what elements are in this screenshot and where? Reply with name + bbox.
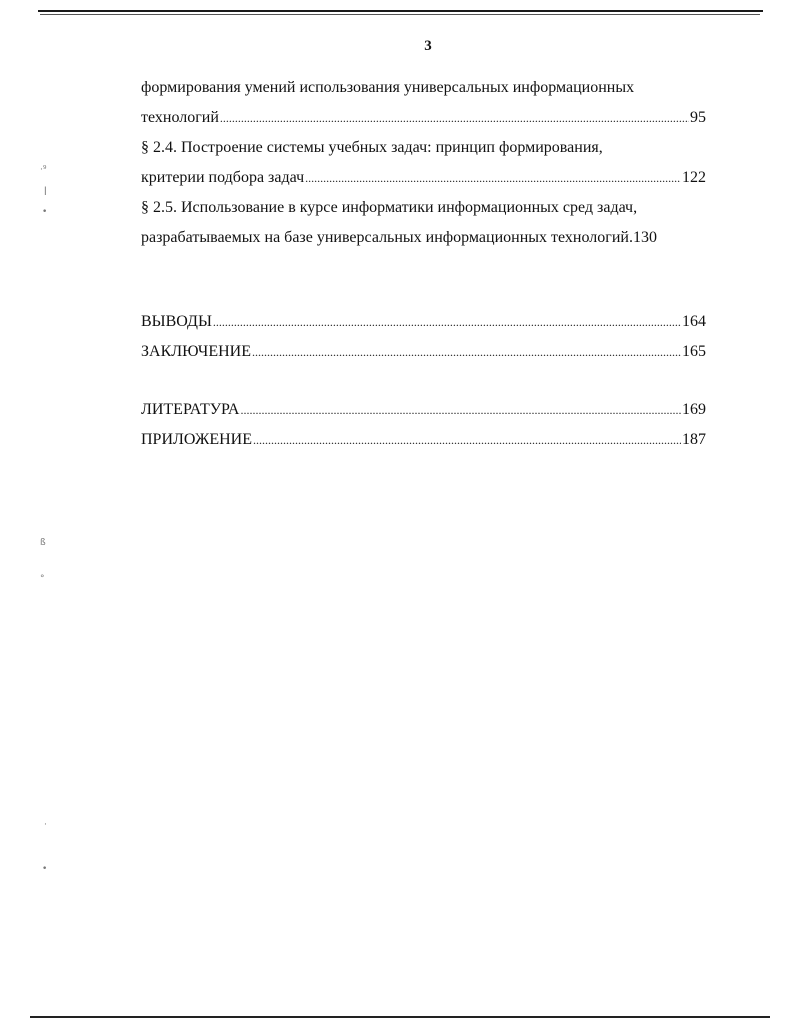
toc-entry-text: технологий bbox=[141, 109, 219, 126]
toc-entry-prilozhenie bbox=[141, 425, 706, 455]
toc-entry-text: критерии подбора задач bbox=[141, 169, 305, 186]
spacer bbox=[141, 253, 706, 307]
toc-entry-text: ПРИЛОЖЕНИЕ bbox=[141, 431, 253, 448]
toc-entry-text: ВЫВОДЫ bbox=[141, 313, 212, 330]
scan-speck: • bbox=[42, 864, 48, 874]
toc-entry-vyvody bbox=[141, 307, 706, 337]
toc-entry-text: разрабатываемых на базе универсальных информационных технологий. bbox=[141, 229, 633, 246]
scan-speck: ° bbox=[40, 574, 45, 584]
toc-page-number: 130 bbox=[632, 229, 657, 246]
toc-line bbox=[141, 133, 706, 163]
toc-line bbox=[141, 103, 706, 133]
toc-page-number: 165 bbox=[682, 343, 706, 360]
spacer bbox=[141, 367, 706, 395]
dot-leader bbox=[220, 103, 689, 133]
toc-page-number: 169 bbox=[682, 401, 706, 418]
toc-entry-literatura bbox=[141, 395, 706, 425]
toc-entry-zaklyuchenie bbox=[141, 337, 706, 367]
toc-line bbox=[141, 73, 706, 103]
toc-line bbox=[141, 163, 706, 193]
toc-entry-text: § 2.5. Использование в курсе информатики информационных сред задач, bbox=[141, 199, 638, 216]
toc-page-number: 95 bbox=[690, 109, 706, 126]
toc-page-number: 187 bbox=[682, 431, 706, 448]
toc-line bbox=[141, 193, 706, 223]
toc-entry-text: ЗАКЛЮЧЕНИЕ bbox=[141, 343, 251, 360]
bottom-edge-line bbox=[30, 1016, 770, 1018]
top-edge-line bbox=[38, 10, 763, 12]
dot-leader bbox=[240, 395, 681, 425]
top-edge-line-secondary bbox=[40, 14, 760, 15]
scan-speck: • bbox=[42, 207, 48, 217]
toc-page-number: 164 bbox=[682, 313, 706, 330]
dot-leader bbox=[213, 307, 681, 337]
toc-page-number: 122 bbox=[682, 169, 706, 186]
toc-entry-text: § 2.4. Построение системы учебных задач: принцип формирования, bbox=[141, 139, 603, 156]
scan-speck: · bbox=[44, 820, 47, 830]
page-number: 3 bbox=[424, 38, 432, 54]
toc-line bbox=[141, 223, 706, 253]
dot-leader bbox=[253, 425, 681, 455]
dot-leader bbox=[252, 337, 681, 367]
toc-entry-text: формирования умений использования универсальных информационных bbox=[141, 79, 635, 96]
scan-speck: ǀ bbox=[44, 186, 47, 196]
dot-leader bbox=[305, 163, 681, 193]
table-of-contents bbox=[141, 73, 706, 455]
toc-entry-text: ЛИТЕРАТУРА bbox=[141, 401, 240, 418]
scan-speck: ß bbox=[40, 538, 46, 548]
scan-speck: ·⁹ bbox=[40, 165, 47, 175]
